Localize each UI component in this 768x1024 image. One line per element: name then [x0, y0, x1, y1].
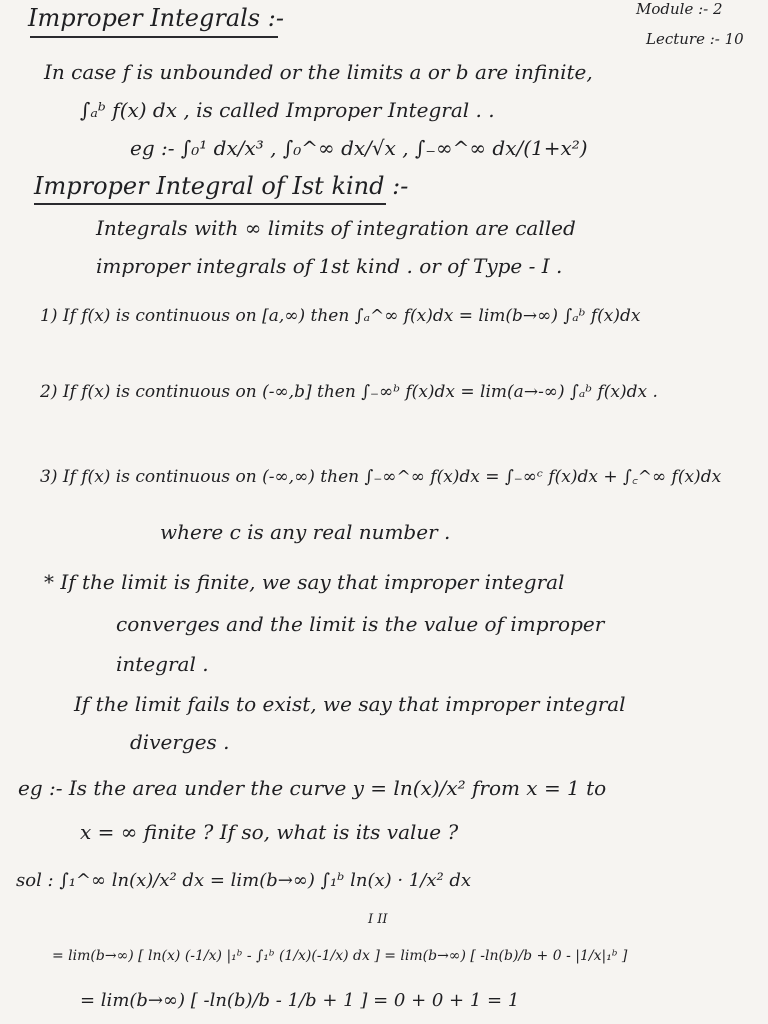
section-desc-1: Integrals with ∞ limits of integration are called: [96, 216, 576, 240]
solution-line-1: sol : ∫₁^∞ ln(x)/x² dx = lim(b→∞) ∫₁ᵇ ln(x) · 1/x² dx: [16, 870, 472, 891]
diverges-line-1: If the limit fails to exist, we say that improper integral: [74, 692, 626, 716]
intro-examples: eg :- ∫₀¹ dx/x³ , ∫₀^∞ dx/√x , ∫₋∞^∞ dx/(1+x²): [130, 136, 588, 160]
section-desc-2: improper integrals of 1st kind . or of Type - I .: [96, 254, 563, 278]
solution-parts-label: I II: [368, 912, 388, 927]
example-question-2: x = ∞ finite ? If so, what is its value ?: [80, 820, 459, 844]
converges-line-1: * If the limit is finite, we say that improper integral: [44, 570, 565, 594]
page-title: Improper Integrals :-: [28, 4, 284, 32]
solution-line-3: = lim(b→∞) [ -ln(b)/b - 1/b + 1 ] = 0 + 0 + 1 = 1: [80, 990, 520, 1011]
title-underline: [30, 36, 278, 38]
rule-3-note: where c is any real number .: [160, 520, 451, 544]
module-label: Module :- 2: [636, 0, 723, 18]
diverges-line-2: diverges .: [130, 730, 230, 754]
converges-line-3: integral .: [116, 652, 209, 676]
example-question-1: eg :- Is the area under the curve y = ln(x)/x² from x = 1 to: [18, 776, 607, 800]
rule-3: 3) If f(x) is continuous on (-∞,∞) then ∫₋∞^∞ f(x)dx = ∫₋∞ᶜ f(x)dx + ∫꜀^∞ f(x)dx: [40, 467, 722, 487]
section-heading: Improper Integral of Ist kind :-: [34, 172, 409, 200]
intro-line-1: In case f is unbounded or the limits a or b are infinite,: [44, 60, 593, 84]
rule-2: 2) If f(x) is continuous on (-∞,b] then ∫₋∞ᵇ f(x)dx = lim(a→-∞) ∫ₐᵇ f(x)dx .: [40, 382, 658, 402]
solution-line-2: = lim(b→∞) [ ln(x) (-1/x) |₁ᵇ - ∫₁ᵇ (1/x)(-1/x) dx ] = lim(b→∞) [ -ln(b)/b + 0 - |1/x|₁ᵇ ]: [52, 948, 628, 964]
section-heading-underline: [34, 203, 386, 205]
rule-1: 1) If f(x) is continuous on [a,∞) then ∫ₐ^∞ f(x)dx = lim(b→∞) ∫ₐᵇ f(x)dx: [40, 306, 641, 326]
intro-line-2: ∫ₐᵇ f(x) dx , is called Improper Integral . .: [80, 98, 495, 122]
lecture-label: Lecture :- 10: [646, 30, 744, 48]
converges-line-2: converges and the limit is the value of improper: [116, 612, 605, 636]
